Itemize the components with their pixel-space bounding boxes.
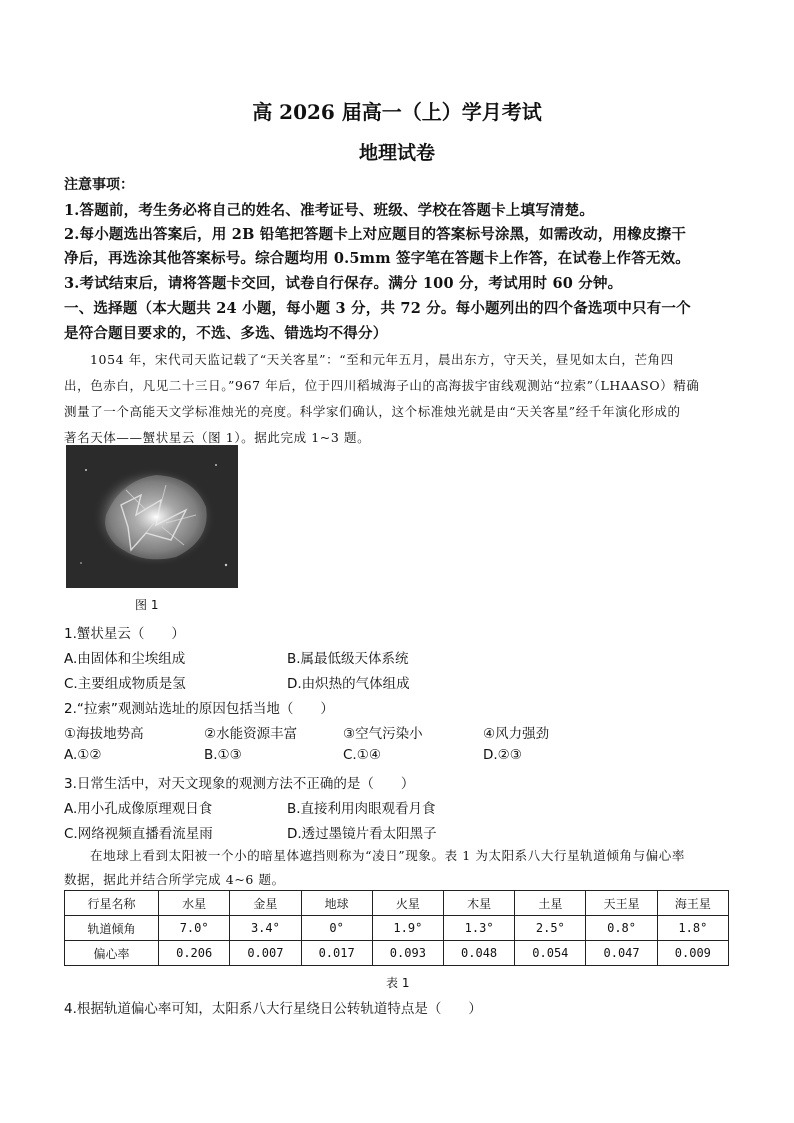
table-row	[65, 941, 729, 966]
passage-line: 出，色赤白，凡见二十三日。”967 年后，位于四川稻城海子山的高海拔宇宙线观测站“拉索”（LHAASO）精确	[64, 378, 700, 393]
section-heading: 一、选择题（本大题共 24 小题，每小题 3 分，共 72 分。每小题列出的四个备选项中只有一个	[64, 300, 691, 317]
notice-line: 3.考试结束后，请将答题卡交回，试卷自行保存。满分 100 分，考试用时 60 分钟。	[64, 275, 623, 292]
table-row	[65, 916, 729, 941]
question-stem: 3.日常生活中，对天文现象的观测方法不正确的是（ ）	[64, 776, 415, 792]
table-header-cell: 水星	[159, 891, 230, 916]
notice-heading: 注意事项：	[64, 177, 134, 193]
question-stem: 2.“拉索”观测站选址的原因包括当地（ ）	[64, 701, 334, 717]
table-cell: 0.206	[159, 941, 230, 966]
passage-line: 测量了一个高能天文学标准烛光的亮度。科学家们确认，这个标准烛光就是由“天关客星”经千年演化形成的	[64, 404, 681, 419]
notice-line: 1.答题前，考生务必将自己的姓名、准考证号、班级、学校在答题卡上填写清楚。	[64, 202, 595, 219]
table-header-cell: 金星	[230, 891, 301, 916]
statement-item: ②水能资源丰富	[204, 726, 298, 742]
table-cell: 1.9°	[372, 916, 443, 941]
exam-title: 高 2026 届高一（上）学月考试	[252, 100, 542, 124]
table-header-cell: 地球	[301, 891, 372, 916]
planet-orbit-table	[64, 890, 729, 966]
table-cell: 0.047	[586, 941, 657, 966]
table-cell: 0.017	[301, 941, 372, 966]
table-header-row	[65, 891, 729, 916]
passage-line: 1054 年，宋代司天监记载了“天关客星”：“至和元年五月，晨出东方，守天关，昼见如太白，芒角四	[90, 352, 674, 367]
table-cell: 0.8°	[586, 916, 657, 941]
option-b: B.直接利用肉眼观看月食	[287, 801, 436, 817]
crab-nebula-photo	[66, 445, 238, 588]
passage-line: 数据，据此并结合所学完成 4~6 题。	[64, 872, 285, 887]
table-cell: 轨道倾角	[65, 916, 159, 941]
question-stem: 1.蟹状星云（ ）	[64, 626, 185, 642]
table-cell: 1.3°	[443, 916, 514, 941]
table-caption: 表 1	[386, 976, 410, 990]
table-header-cell: 木星	[443, 891, 514, 916]
option-a: A.由固体和尘埃组成	[64, 651, 186, 667]
table-cell: 1.8°	[657, 916, 728, 941]
option-a: A.用小孔成像原理观日食	[64, 801, 213, 817]
option-d: D.由炽热的气体组成	[287, 676, 410, 692]
statement-item: ④风力强劲	[483, 726, 550, 742]
passage-line: 在地球上看到太阳被一个小的暗星体遮挡则称为“凌日”现象。表 1 为太阳系八大行星轨道倾角与偏心率	[90, 848, 685, 863]
table-header-cell: 火星	[372, 891, 443, 916]
table-cell: 3.4°	[230, 916, 301, 941]
question-stem: 4.根据轨道偏心率可知，太阳系八大行星绕日公转轨道特点是（ ）	[64, 1001, 482, 1017]
notice-line: 2.每小题选出答案后，用 2B 铅笔把答题卡上对应题目的答案标号涂黑，如需改动，用橡皮擦干	[64, 226, 687, 243]
table-header-cell: 海王星	[657, 891, 728, 916]
table-cell: 7.0°	[159, 916, 230, 941]
option-d: D.透过墨镜片看太阳黑子	[287, 826, 437, 842]
option-c: C.网络视频直播看流星雨	[64, 826, 213, 842]
table-cell: 0.093	[372, 941, 443, 966]
notice-line: 净后，再选涂其他答案标号。综合题均用 0.5mm 签字笔在答题卡上作答，在试卷上作答无效。	[64, 250, 691, 267]
table-cell: 0.007	[230, 941, 301, 966]
table-cell: 偏心率	[65, 941, 159, 966]
table-cell: 0.054	[515, 941, 586, 966]
option-c: C.主要组成物质是氢	[64, 676, 186, 692]
option-b: B.属最低级天体系统	[287, 651, 409, 667]
statement-item: ③空气污染小	[343, 726, 423, 742]
table-cell: 0.048	[443, 941, 514, 966]
figure-caption: 图 1	[135, 598, 159, 612]
table-header-cell: 行星名称	[65, 891, 159, 916]
table-cell: 0.009	[657, 941, 728, 966]
option-b: B.①③	[204, 747, 242, 763]
table-cell: 0°	[301, 916, 372, 941]
exam-subject: 地理试卷	[358, 142, 435, 164]
statement-item: ①海拔地势高	[64, 726, 144, 742]
section-heading: 是符合题目要求的，不选、多选、错选均不得分）	[64, 325, 388, 342]
table-header-cell: 天王星	[586, 891, 657, 916]
table-cell: 2.5°	[515, 916, 586, 941]
table-header-cell: 土星	[515, 891, 586, 916]
passage-line: 著名天体——蟹状星云（图 1）。据此完成 1~3 题。	[64, 430, 371, 445]
option-c: C.①④	[343, 747, 381, 763]
option-d: D.②③	[483, 747, 522, 763]
option-a: A.①②	[64, 747, 102, 763]
